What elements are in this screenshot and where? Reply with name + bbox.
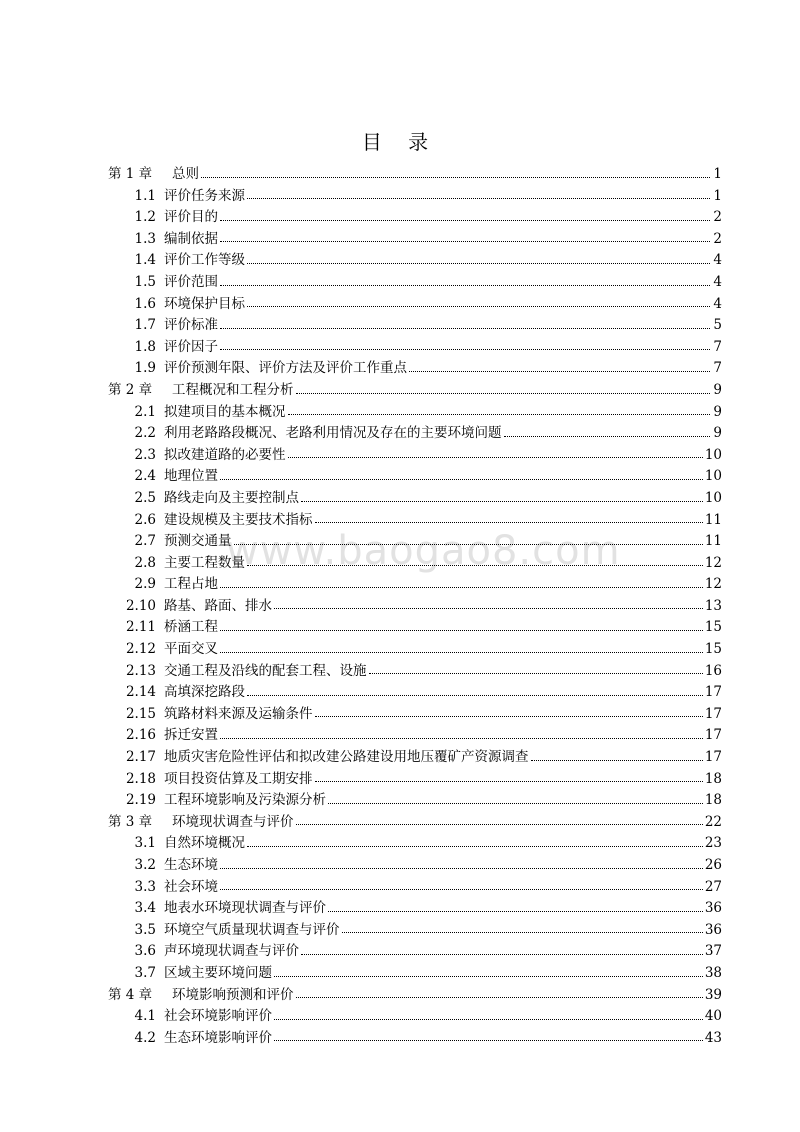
toc-entry-number: 1.8: [134, 338, 156, 355]
toc-entry-number: 2.10: [125, 597, 156, 614]
toc-entry-number: 2.4: [134, 468, 156, 485]
toc-entry-page-number: 9: [713, 381, 722, 398]
toc-entry-page-number: 5: [713, 317, 722, 334]
toc-entry-number: 2.12: [125, 641, 156, 658]
toc-entry-number: 1.1: [134, 187, 156, 204]
toc-entry-number: 2.7: [134, 533, 156, 550]
watermark: www.baogao8.com: [226, 528, 621, 574]
toc-entry-page-number: 1: [713, 166, 722, 182]
toc-dot-leader: [531, 759, 703, 761]
toc-dot-leader: [247, 694, 703, 696]
toc-entry-page-number: 15: [704, 641, 722, 658]
toc-entry-number: 3.3: [134, 878, 156, 895]
toc-section-entry[interactable]: [108, 358, 722, 380]
toc-entry-page-number: 15: [704, 619, 722, 636]
toc-dot-leader: [274, 975, 703, 977]
toc-section-entry[interactable]: [108, 941, 722, 963]
toc-entry-title: 编制依据: [164, 230, 218, 247]
toc-section-entry[interactable]: [108, 725, 722, 747]
toc-entry-page-number: 39: [704, 986, 722, 1003]
toc-entry-page-number: 36: [704, 900, 722, 917]
toc-dot-leader: [220, 737, 703, 739]
toc-entry-title: 评价范围: [164, 273, 218, 290]
toc-entry-title: 桥涵工程: [164, 619, 218, 636]
toc-entry-title: 生态环境影响评价: [164, 1029, 272, 1046]
toc-entry-title: 声环境现状调查与评价: [164, 943, 299, 960]
toc-dot-leader: [247, 262, 710, 264]
toc-entry-page-number: 4: [713, 273, 722, 290]
toc-entry-page-number: 27: [704, 878, 722, 895]
toc-dot-leader: [220, 219, 710, 221]
toc-entry-number: 4.2: [134, 1029, 156, 1046]
toc-dot-leader: [315, 780, 703, 782]
toc-entry-title: 地质灾害危险性评估和拟改建公路建设用地压覆矿产资源调查: [164, 749, 529, 766]
toc-entry-page-number: 36: [704, 921, 722, 938]
toc-entry-page-number: 9: [713, 403, 722, 420]
toc-entry-number: 1.2: [134, 209, 156, 226]
toc-dot-leader: [247, 197, 710, 199]
toc-entry-page-number: 18: [704, 792, 722, 809]
toc-section-entry[interactable]: [108, 315, 722, 337]
toc-dot-leader: [274, 607, 703, 609]
toc-entry-title: 环境保护目标: [164, 295, 245, 312]
toc-entry-number: 1.3: [134, 230, 156, 247]
toc-entry-title: 区域主要环境问题: [164, 964, 272, 981]
toc-section-entry[interactable]: [108, 661, 722, 683]
toc-entry-number: 2.16: [125, 727, 156, 744]
toc-entry-title: 拟改建道路的必要性: [164, 446, 286, 463]
toc-entry-number: 2.1: [134, 403, 156, 420]
toc-entry-page-number: 7: [713, 338, 722, 355]
toc-entry-title: 评价目的: [164, 209, 218, 226]
toc-section-entry[interactable]: [108, 833, 722, 855]
toc-entry-number: 2.9: [134, 576, 156, 593]
toc-entry-number: 2.19: [125, 792, 156, 809]
toc-entry-title: 地表水环境现状调查与评价: [164, 900, 326, 917]
toc-dot-leader: [220, 284, 710, 286]
toc-entry-title: 工程占地: [164, 576, 218, 593]
toc-section-entry[interactable]: [108, 423, 722, 445]
toc-entry-number: 2.3: [134, 446, 156, 463]
toc-section-entry[interactable]: [108, 877, 722, 899]
toc-dot-leader: [274, 1039, 703, 1041]
toc-section-entry[interactable]: [108, 855, 722, 877]
toc-dot-leader: [301, 953, 703, 955]
toc-section-entry[interactable]: [108, 445, 722, 467]
toc-entry-number: 3.1: [134, 835, 156, 852]
toc-section-entry[interactable]: [108, 769, 722, 791]
toc-entry-page-number: 38: [704, 964, 722, 981]
toc-section-entry[interactable]: [108, 574, 722, 596]
toc-entry-title: 路基、路面、排水: [164, 597, 272, 614]
toc-entry-title: 路线走向及主要控制点: [164, 489, 299, 506]
toc-section-entry[interactable]: [108, 963, 722, 985]
toc-entry-page-number: 4: [713, 295, 722, 312]
toc-entry-page-number: 10: [704, 468, 722, 485]
toc-dot-leader: [288, 456, 703, 458]
toc-entry-page-number: 4: [713, 252, 722, 269]
toc-dot-leader: [220, 888, 703, 890]
toc-dot-leader: [234, 543, 703, 545]
toc-entry-page-number: 13: [704, 597, 722, 614]
toc-entry-page-number: 9: [713, 425, 722, 442]
toc-dot-leader: [247, 564, 703, 566]
toc-dot-leader: [301, 500, 703, 502]
toc-entry-title: 高填深挖路段: [164, 684, 245, 701]
toc-entry-title: 社会环境: [164, 878, 218, 895]
toc-section-entry[interactable]: [108, 682, 722, 704]
toc-entry-title: 评价工作等级: [164, 252, 245, 269]
toc-dot-leader: [220, 327, 710, 329]
toc-entry-title: 利用老路路段概况、老路利用情况及存在的主要环境问题: [164, 425, 502, 442]
toc-dot-leader: [315, 521, 703, 523]
toc-entry-number: 2.17: [125, 749, 156, 766]
toc-entry-page-number: 1: [713, 187, 722, 204]
toc-entry-page-number: 18: [704, 770, 722, 787]
toc-dot-leader: [220, 586, 703, 588]
toc-entry-title: 环境现状调查与评价: [172, 813, 294, 830]
toc-entry-title: 评价因子: [164, 338, 218, 355]
toc-entry-number: 1.9: [134, 360, 156, 377]
toc-entry-number: 第 3 章: [108, 813, 153, 830]
toc-entry-number: 2.14: [125, 684, 156, 701]
toc-entry-title: 总则: [172, 166, 199, 182]
toc-section-entry[interactable]: [108, 250, 722, 272]
toc-chapter-entry[interactable]: [108, 164, 722, 186]
toc-entry-number: 2.8: [134, 554, 156, 571]
toc-entry-title: 交通工程及沿线的配套工程、设施: [164, 662, 367, 679]
toc-entry-page-number: 2: [713, 209, 722, 226]
toc-entry-number: 2.13: [125, 662, 156, 679]
toc-dot-leader: [296, 996, 703, 998]
toc-title: 目 录: [361, 130, 439, 154]
toc-entry-number: 第 1 章: [108, 166, 153, 182]
toc-entry-page-number: 2: [713, 230, 722, 247]
toc-dot-leader: [274, 1018, 703, 1020]
toc-dot-leader: [220, 478, 703, 480]
toc-entry-page-number: 22: [704, 813, 722, 830]
toc-dot-leader: [342, 931, 703, 933]
toc-section-entry[interactable]: [108, 272, 722, 294]
toc-entry-page-number: 37: [704, 943, 722, 960]
toc-entry-number: 2.2: [134, 425, 156, 442]
toc-section-entry[interactable]: [108, 1028, 722, 1050]
toc-section-entry[interactable]: [108, 402, 722, 424]
toc-dot-leader: [315, 715, 703, 717]
toc-section-entry[interactable]: [108, 207, 722, 229]
toc-entry-number: 1.7: [134, 317, 156, 334]
toc-entry-page-number: 12: [704, 576, 722, 593]
toc-entry-number: 2.11: [125, 619, 156, 636]
toc-entry-title: 主要工程数量: [164, 554, 245, 571]
toc-entry-page-number: 10: [704, 446, 722, 463]
toc-dot-leader: [409, 370, 710, 372]
toc-entry-number: 1.4: [134, 252, 156, 269]
toc-entry-page-number: 17: [704, 684, 722, 701]
toc-entry-title: 评价预测年限、评价方法及评价工作重点: [164, 360, 407, 377]
toc-entry-title: 平面交叉: [164, 641, 218, 658]
toc-list: [108, 164, 722, 1049]
toc-entry-number: 4.1: [134, 1008, 156, 1025]
toc-entry-page-number: 17: [704, 727, 722, 744]
toc-section-entry[interactable]: [108, 639, 722, 661]
toc-entry-title: 项目投资估算及工期安排: [164, 770, 313, 787]
toc-section-entry[interactable]: [108, 898, 722, 920]
toc-entry-title: 自然环境概况: [164, 835, 245, 852]
toc-dot-leader: [288, 413, 711, 415]
toc-entry-number: 第 2 章: [108, 381, 153, 398]
toc-entry-number: 1.5: [134, 273, 156, 290]
toc-dot-leader: [220, 348, 710, 350]
toc-entry-title: 建设规模及主要技术指标: [164, 511, 313, 528]
toc-entry-page-number: 17: [704, 705, 722, 722]
toc-section-entry[interactable]: [108, 186, 722, 208]
toc-section-entry[interactable]: [108, 294, 722, 316]
toc-dot-leader: [247, 845, 703, 847]
toc-entry-title: 地理位置: [164, 468, 218, 485]
toc-entry-page-number: 26: [704, 857, 722, 873]
toc-entry-page-number: 10: [704, 489, 722, 506]
toc-entry-number: 2.5: [134, 489, 156, 506]
toc-dot-leader: [504, 435, 711, 437]
toc-section-entry[interactable]: [108, 337, 722, 359]
toc-entry-number: 3.5: [134, 921, 156, 938]
toc-dot-leader: [220, 240, 710, 242]
toc-section-entry[interactable]: [108, 920, 722, 942]
toc-entry-page-number: 43: [704, 1029, 722, 1046]
toc-dot-leader: [296, 823, 703, 825]
toc-dot-leader: [220, 867, 703, 869]
toc-entry-title: 评价任务来源: [164, 187, 245, 204]
toc-entry-title: 工程概况和工程分析: [172, 381, 294, 398]
toc-entry-number: 2.18: [125, 770, 156, 787]
toc-section-entry[interactable]: [108, 531, 722, 553]
toc-entry-page-number: 16: [704, 662, 722, 679]
toc-dot-leader: [328, 802, 703, 804]
toc-entry-number: 3.4: [134, 900, 156, 917]
toc-entry-number: 1.6: [134, 295, 156, 312]
toc-entry-title: 工程环境影响及污染源分析: [164, 792, 326, 809]
toc-entry-page-number: 11: [704, 533, 722, 550]
toc-dot-leader: [328, 910, 703, 912]
toc-section-entry[interactable]: [108, 747, 722, 769]
toc-entry-title: 拆迁安置: [164, 727, 218, 744]
toc-section-entry[interactable]: [108, 1006, 722, 1028]
toc-entry-page-number: 17: [704, 749, 722, 766]
toc-entry-title: 环境空气质量现状调查与评价: [164, 921, 340, 938]
toc-chapter-entry[interactable]: [108, 985, 722, 1007]
toc-dot-leader: [220, 651, 703, 653]
toc-dot-leader: [220, 629, 703, 631]
toc-entry-number: 3.6: [134, 943, 156, 960]
toc-section-entry[interactable]: [108, 510, 722, 532]
toc-dot-leader: [247, 305, 710, 307]
toc-entry-page-number: 40: [704, 1008, 722, 1025]
toc-dot-leader: [369, 672, 703, 674]
toc-entry-number: 2.15: [125, 705, 156, 722]
toc-entry-title: 筑路材料来源及运输条件: [164, 705, 313, 722]
toc-chapter-entry[interactable]: [108, 812, 722, 834]
toc-entry-number: 2.6: [134, 511, 156, 528]
toc-section-entry[interactable]: [108, 229, 722, 251]
toc-entry-title: 拟建项目的基本概况: [164, 403, 286, 420]
toc-entry-title: 预测交通量: [164, 533, 232, 550]
toc-entry-number: 3.7: [134, 964, 156, 981]
toc-entry-page-number: 12: [704, 554, 722, 571]
toc-entry-number: 3.2: [134, 857, 156, 873]
toc-entry-title: 生态环境: [164, 857, 218, 873]
toc-section-entry[interactable]: [108, 466, 722, 488]
toc-entry-number: 第 4 章: [108, 986, 153, 1003]
toc-section-entry[interactable]: [108, 704, 722, 726]
toc-dot-leader: [296, 392, 711, 394]
toc-entry-page-number: 7: [713, 360, 722, 377]
toc-entry-title: 环境影响预测和评价: [172, 986, 294, 1003]
toc-dot-leader: [201, 176, 710, 178]
toc-chapter-entry[interactable]: [108, 380, 722, 402]
toc-section-entry[interactable]: [108, 617, 722, 639]
toc-section-entry[interactable]: [108, 596, 722, 618]
toc-section-entry[interactable]: [108, 488, 722, 510]
toc-section-entry[interactable]: [108, 553, 722, 575]
toc-entry-page-number: 11: [704, 511, 722, 528]
toc-entry-title: 社会环境影响评价: [164, 1008, 272, 1025]
toc-entry-title: 评价标准: [164, 317, 218, 334]
toc-entry-page-number: 23: [704, 835, 722, 852]
toc-section-entry[interactable]: [108, 790, 722, 812]
